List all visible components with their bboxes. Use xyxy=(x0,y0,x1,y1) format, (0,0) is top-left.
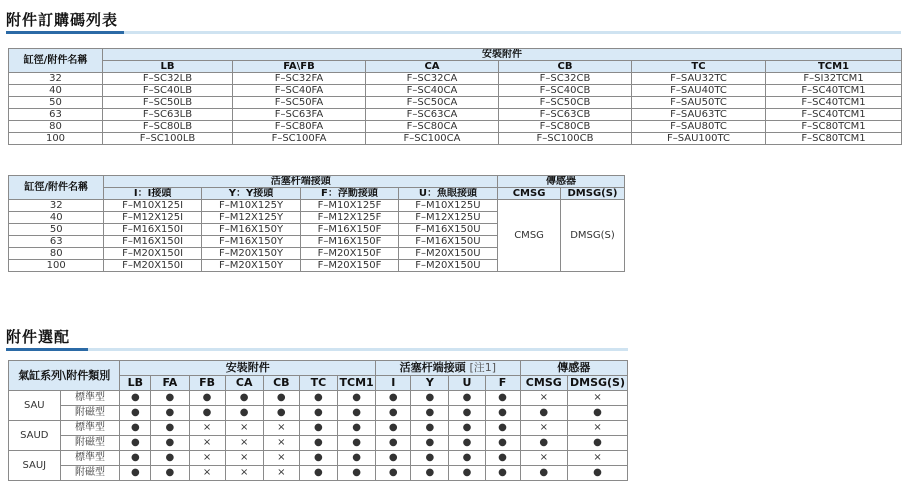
unavailable-mark: × xyxy=(225,451,263,466)
part-code-cell: F–SC63CB xyxy=(499,109,632,121)
part-code-cell: F–M12X125Y xyxy=(201,212,300,224)
table-row xyxy=(9,421,628,436)
bore-size-cell: 63 xyxy=(9,236,104,248)
available-mark: ● xyxy=(338,466,376,481)
part-code-cell: F–SC50CA xyxy=(366,97,499,109)
part-code-cell: F–SC80CA xyxy=(366,121,499,133)
available-mark: ● xyxy=(120,421,151,436)
available-mark: ● xyxy=(151,436,189,451)
table2-column-header: I：I接頭 xyxy=(104,188,201,200)
table3-column-header: CA xyxy=(225,376,263,391)
type-cell: 附磁型 xyxy=(60,406,120,421)
sensor-code-cell: DMSG(S) xyxy=(561,200,625,272)
table-row xyxy=(9,97,902,109)
part-code-cell: F–SC40TCM1 xyxy=(766,109,902,121)
part-code-cell: F–SAU32TC xyxy=(632,73,766,85)
part-code-cell: F–SC40CB xyxy=(499,85,632,97)
part-code-cell: F–SC80LB xyxy=(103,121,233,133)
table-row xyxy=(9,121,902,133)
table-row xyxy=(9,85,902,97)
available-mark: ● xyxy=(189,391,225,406)
available-mark: ● xyxy=(411,466,449,481)
available-mark: ● xyxy=(225,406,263,421)
part-code-cell: F–M20X150F xyxy=(301,260,398,272)
available-mark: ● xyxy=(376,451,411,466)
unavailable-mark: × xyxy=(263,451,299,466)
available-mark: ● xyxy=(338,451,376,466)
available-mark: ● xyxy=(485,466,520,481)
part-code-cell: F–M16X150F xyxy=(301,236,398,248)
unavailable-mark: × xyxy=(568,421,628,436)
part-code-cell: F–SC50CB xyxy=(499,97,632,109)
available-mark: ● xyxy=(376,466,411,481)
part-code-cell: F–SC100CA xyxy=(366,133,499,145)
part-code-cell: F–M16X150Y xyxy=(201,224,300,236)
part-code-cell: F–SAU50TC xyxy=(632,97,766,109)
table-row xyxy=(9,436,628,451)
available-mark: ● xyxy=(338,436,376,451)
table1-column-header: FA\FB xyxy=(233,61,366,73)
table1-column-header: TC xyxy=(632,61,766,73)
table3-column-header: LB xyxy=(120,376,151,391)
part-code-cell: F–SC32LB xyxy=(103,73,233,85)
available-mark: ● xyxy=(120,436,151,451)
available-mark: ● xyxy=(376,436,411,451)
available-mark: ● xyxy=(485,436,520,451)
unavailable-mark: × xyxy=(568,451,628,466)
table3-column-header: Y xyxy=(411,376,449,391)
title-underline-accent xyxy=(6,31,124,34)
table3-sensor-group-header: 傳感器 xyxy=(520,361,627,376)
available-mark: ● xyxy=(376,406,411,421)
available-mark: ● xyxy=(120,451,151,466)
table-row xyxy=(9,391,628,406)
bore-size-cell: 50 xyxy=(9,224,104,236)
available-mark: ● xyxy=(520,436,567,451)
available-mark: ● xyxy=(568,406,628,421)
part-code-cell: F–SC80TCM1 xyxy=(766,133,902,145)
available-mark: ● xyxy=(449,436,485,451)
part-code-cell: F–SC50LB xyxy=(103,97,233,109)
table3-column-header: I xyxy=(376,376,411,391)
available-mark: ● xyxy=(299,451,337,466)
part-code-cell: F–SI32TCM1 xyxy=(766,73,902,85)
available-mark: ● xyxy=(449,466,485,481)
note-marker: [注1] xyxy=(469,361,497,374)
available-mark: ● xyxy=(299,466,337,481)
table-row xyxy=(9,200,625,212)
available-mark: ● xyxy=(338,391,376,406)
sensor-code-cell: CMSG xyxy=(498,200,561,272)
available-mark: ● xyxy=(449,451,485,466)
table3-column-header: DMSG(S) xyxy=(568,376,628,391)
part-code-cell: F–M20X150U xyxy=(398,260,497,272)
available-mark: ● xyxy=(411,451,449,466)
part-code-cell: F–M20X150U xyxy=(398,248,497,260)
table2-corner-header: 缸徑/附件名稱 xyxy=(9,176,104,200)
unavailable-mark: × xyxy=(520,391,567,406)
type-cell: 附磁型 xyxy=(60,436,120,451)
table3-column-header: FA xyxy=(151,376,189,391)
unavailable-mark: × xyxy=(520,421,567,436)
title-underline xyxy=(6,348,628,351)
table-row xyxy=(9,466,628,481)
part-code-cell: F–M10X125F xyxy=(301,200,398,212)
bore-size-cell: 40 xyxy=(9,212,104,224)
available-mark: ● xyxy=(411,421,449,436)
title-underline-accent xyxy=(6,348,88,351)
part-code-cell: F–SC80CB xyxy=(499,121,632,133)
part-code-cell: F–SC100CB xyxy=(499,133,632,145)
rod-end-sensor-table xyxy=(8,175,625,272)
table1-column-header: CB xyxy=(499,61,632,73)
available-mark: ● xyxy=(120,406,151,421)
type-cell: 附磁型 xyxy=(60,466,120,481)
selection-title: 附件選配 xyxy=(6,328,71,346)
accessory-selection-table xyxy=(8,360,628,481)
bore-size-cell: 50 xyxy=(9,97,103,109)
table2-rod-group-header: 活塞杆端接頭 xyxy=(104,176,498,188)
bore-size-cell: 100 xyxy=(9,133,103,145)
part-code-cell: F–SC80TCM1 xyxy=(766,121,902,133)
available-mark: ● xyxy=(485,421,520,436)
table3-column-header: TCM1 xyxy=(338,376,376,391)
available-mark: ● xyxy=(151,466,189,481)
available-mark: ● xyxy=(120,391,151,406)
part-code-cell: F–M20X150I xyxy=(104,248,201,260)
type-cell: 標準型 xyxy=(60,421,120,436)
available-mark: ● xyxy=(449,391,485,406)
available-mark: ● xyxy=(189,406,225,421)
unavailable-mark: × xyxy=(520,451,567,466)
part-code-cell: F–M16X150F xyxy=(301,224,398,236)
table2-column-header: DMSG(S) xyxy=(561,188,625,200)
unavailable-mark: × xyxy=(189,451,225,466)
table3-column-header: TC xyxy=(299,376,337,391)
part-code-cell: F–M16X150I xyxy=(104,236,201,248)
table2-sensor-group-header: 傳感器 xyxy=(498,176,625,188)
table3-rod-group-header xyxy=(376,361,520,376)
part-code-cell: F–M10X125I xyxy=(104,200,201,212)
table3-column-header: FB xyxy=(189,376,225,391)
part-code-cell: F–M16X150I xyxy=(104,224,201,236)
part-code-cell: F–M20X150I xyxy=(104,260,201,272)
bore-size-cell: 63 xyxy=(9,109,103,121)
available-mark: ● xyxy=(299,391,337,406)
available-mark: ● xyxy=(151,421,189,436)
available-mark: ● xyxy=(299,436,337,451)
unavailable-mark: × xyxy=(263,421,299,436)
available-mark: ● xyxy=(568,436,628,451)
table3-mount-group-header: 安裝附件 xyxy=(120,361,376,376)
unavailable-mark: × xyxy=(189,421,225,436)
table2-column-header: CMSG xyxy=(498,188,561,200)
unavailable-mark: × xyxy=(225,466,263,481)
part-code-cell: F–M16X150Y xyxy=(201,236,300,248)
part-code-cell: F–SC40CA xyxy=(366,85,499,97)
part-code-cell: F–SC40TCM1 xyxy=(766,85,902,97)
bore-size-cell: 40 xyxy=(9,85,103,97)
table3-column-header: CB xyxy=(263,376,299,391)
table2-column-header: U：魚眼接頭 xyxy=(398,188,497,200)
table1-column-header: LB xyxy=(103,61,233,73)
available-mark: ● xyxy=(225,391,263,406)
series-name-cell: SAU xyxy=(9,391,61,421)
series-name-cell: SAUJ xyxy=(9,451,61,481)
table-row xyxy=(9,133,902,145)
table1-column-header: CA xyxy=(366,61,499,73)
available-mark: ● xyxy=(151,406,189,421)
unavailable-mark: × xyxy=(225,436,263,451)
table1-group-header: 安裝附件 xyxy=(103,49,902,61)
part-code-cell: F–M16X150U xyxy=(398,224,497,236)
rod-group-label: 活塞杆端接頭 xyxy=(399,361,466,374)
available-mark: ● xyxy=(263,406,299,421)
table2-column-header: F：浮動接頭 xyxy=(301,188,398,200)
part-code-cell: F–M12X125I xyxy=(104,212,201,224)
available-mark: ● xyxy=(376,421,411,436)
part-code-cell: F–M20X150F xyxy=(301,248,398,260)
part-code-cell: F–M12X125F xyxy=(301,212,398,224)
part-code-cell: F–M12X125U xyxy=(398,212,497,224)
part-code-cell: F–M16X150U xyxy=(398,236,497,248)
part-code-cell: F–SC80FA xyxy=(233,121,366,133)
bore-size-cell: 80 xyxy=(9,121,103,133)
part-code-cell: F–SC40FA xyxy=(233,85,366,97)
part-code-cell: F–SC32CB xyxy=(499,73,632,85)
bore-size-cell: 80 xyxy=(9,248,104,260)
available-mark: ● xyxy=(151,451,189,466)
part-code-cell: F–M10X125Y xyxy=(201,200,300,212)
part-code-cell: F–M10X125U xyxy=(398,200,497,212)
part-code-cell: F–SC100FA xyxy=(233,133,366,145)
part-code-cell: F–SC100LB xyxy=(103,133,233,145)
table2-column-header: Y：Y接頭 xyxy=(201,188,300,200)
available-mark: ● xyxy=(120,466,151,481)
part-code-cell: F–SC50FA xyxy=(233,97,366,109)
table3-column-header: U xyxy=(449,376,485,391)
part-code-cell: F–SC40LB xyxy=(103,85,233,97)
available-mark: ● xyxy=(263,391,299,406)
available-mark: ● xyxy=(449,406,485,421)
part-code-cell: F–SAU40TC xyxy=(632,85,766,97)
available-mark: ● xyxy=(485,406,520,421)
table-row xyxy=(9,406,628,421)
available-mark: ● xyxy=(449,421,485,436)
table3-column-header: CMSG xyxy=(520,376,567,391)
mounting-accessory-table xyxy=(8,48,902,145)
available-mark: ● xyxy=(520,466,567,481)
available-mark: ● xyxy=(338,421,376,436)
bore-size-cell: 32 xyxy=(9,200,104,212)
available-mark: ● xyxy=(485,391,520,406)
available-mark: ● xyxy=(520,406,567,421)
order-code-title: 附件訂購碼列表 xyxy=(6,11,119,29)
bore-size-cell: 32 xyxy=(9,73,103,85)
unavailable-mark: × xyxy=(263,466,299,481)
type-cell: 標準型 xyxy=(60,451,120,466)
table-row xyxy=(9,451,628,466)
part-code-cell: F–SAU100TC xyxy=(632,133,766,145)
part-code-cell: F–SC32CA xyxy=(366,73,499,85)
available-mark: ● xyxy=(411,391,449,406)
table3-corner-header: 氣缸系列\附件類別 xyxy=(9,361,120,391)
part-code-cell: F–SC32FA xyxy=(233,73,366,85)
title-underline xyxy=(6,31,901,34)
part-code-cell: F–SAU63TC xyxy=(632,109,766,121)
unavailable-mark: × xyxy=(225,421,263,436)
part-code-cell: F–M20X150Y xyxy=(201,248,300,260)
unavailable-mark: × xyxy=(263,436,299,451)
table1-column-header: TCM1 xyxy=(766,61,902,73)
unavailable-mark: × xyxy=(189,436,225,451)
available-mark: ● xyxy=(568,466,628,481)
available-mark: ● xyxy=(151,391,189,406)
table-row xyxy=(9,73,902,85)
part-code-cell: F–SC63CA xyxy=(366,109,499,121)
part-code-cell: F–SC40TCM1 xyxy=(766,97,902,109)
part-code-cell: F–SAU80TC xyxy=(632,121,766,133)
part-code-cell: F–M20X150Y xyxy=(201,260,300,272)
available-mark: ● xyxy=(411,436,449,451)
table3-column-header: F xyxy=(485,376,520,391)
available-mark: ● xyxy=(376,391,411,406)
part-code-cell: F–SC63FA xyxy=(233,109,366,121)
available-mark: ● xyxy=(485,451,520,466)
available-mark: ● xyxy=(411,406,449,421)
type-cell: 標準型 xyxy=(60,391,120,406)
table1-corner-header: 缸徑/附件名稱 xyxy=(9,49,103,73)
table-row xyxy=(9,109,902,121)
unavailable-mark: × xyxy=(189,466,225,481)
available-mark: ● xyxy=(299,421,337,436)
available-mark: ● xyxy=(299,406,337,421)
part-code-cell: F–SC63LB xyxy=(103,109,233,121)
series-name-cell: SAUD xyxy=(9,421,61,451)
unavailable-mark: × xyxy=(568,391,628,406)
available-mark: ● xyxy=(338,406,376,421)
bore-size-cell: 100 xyxy=(9,260,104,272)
